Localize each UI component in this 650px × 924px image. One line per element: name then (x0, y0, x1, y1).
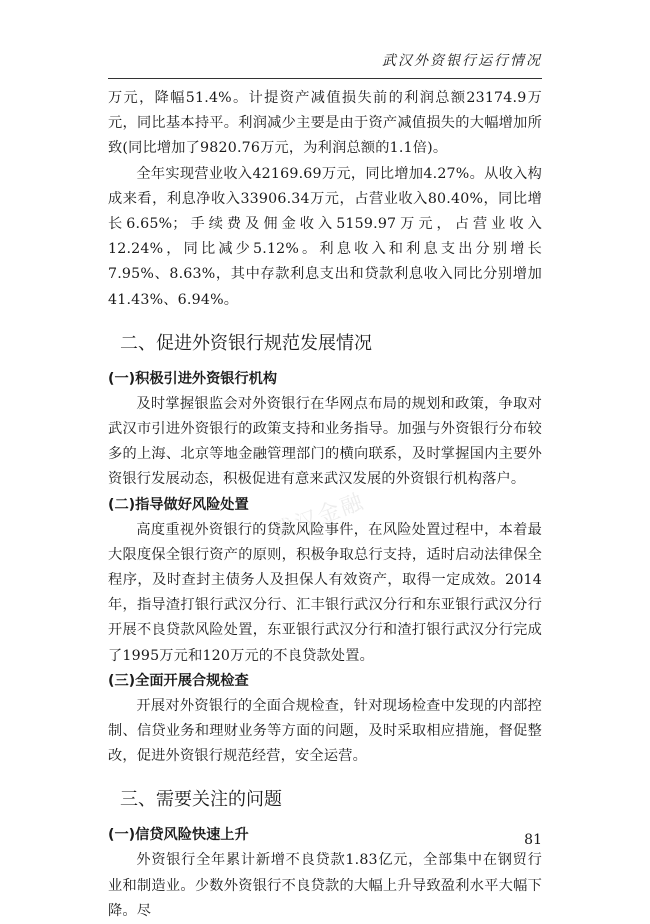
paragraph-sub2: 高度重视外资银行的贷款风险事件，在风险处置过程中，本着最大限度保全银行资产的原则，积极争取总行支持，适时启动法律保全程序，及时查封主债务人及担保人有效资产，取得一定成效。2014年，指导渣打银行武汉分行、汇丰银行武汉分行和东亚银行武汉分行开展不良贷款风险处置，东亚银行武汉分行和渣打银行武汉分行完成了1995万元和120万元的不良贷款处置。 (108, 521, 542, 664)
paragraph-revenue: 全年实现营业收入42169.69万元，同比增加4.27%。从收入构成来看，利息净收入33906.34万元，占营业收入80.40%，同比增长6.65%；手续费及佣金收入5159.97万元，占营业收入12.24%，同比减少5.12%。利息收入和利息支出分别增长7.95%、8.63%，其中存款利息支出和贷款利息收入同比分别增加41.43%、6.94%。 (108, 165, 542, 308)
section-heading-3: 三、需要关注的问题 (120, 789, 282, 811)
paragraph-sub4: 外资银行全年累计新增不良贷款1.83亿元，全部集中在钢贸行业和制造业。少数外资银行不良贷款的大幅上升导致盈利水平大幅下降。尽 (108, 852, 542, 919)
subheading-3: (三)全面开展合规检查 (108, 672, 249, 689)
section-heading-2: 二、促进外资银行规范发展情况 (120, 332, 372, 354)
subheading-2: (二)指导做好风险处置 (108, 496, 249, 513)
paragraph-sub1: 及时掌握银监会对外资银行在华网点布局的规划和政策，争取对武汉市引进外资银行的政策支持和业务指导。加强与外资银行分布较多的上海、北京等地金融管理部门的横向联系，及时掌握国内主要外资银行发展动态，积极促进有意来武汉发展的外资银行机构落户。 (108, 395, 542, 488)
watermark-stamp: 武汉金融 (269, 489, 369, 546)
page-body (108, 86, 542, 924)
running-header: 武汉外资银行运行情况 (382, 53, 542, 69)
subheading-1: (一)积极引进外资银行机构 (108, 370, 278, 387)
page-number: 81 (524, 832, 542, 848)
header-rule (108, 78, 542, 79)
subheading-4: (一)信贷风险快速上升 (108, 827, 249, 844)
paragraph-sub3: 开展对外资银行的全面合规检查，针对现场检查中发现的内部控制、信贷业务和理财业务等方面的问题，及时采取相应措施，督促整改，促进外资银行规范经营，安全运营。 (108, 697, 542, 765)
paragraph-profit: 万元，降幅51.4%。计提资产减值损失前的利润总额23174.9万元，同比基本持平。利润减少主要是由于资产减值损失的大幅增加所致(同比增加了9820.76万元，为利润总额的1.1倍)。 (108, 90, 542, 157)
